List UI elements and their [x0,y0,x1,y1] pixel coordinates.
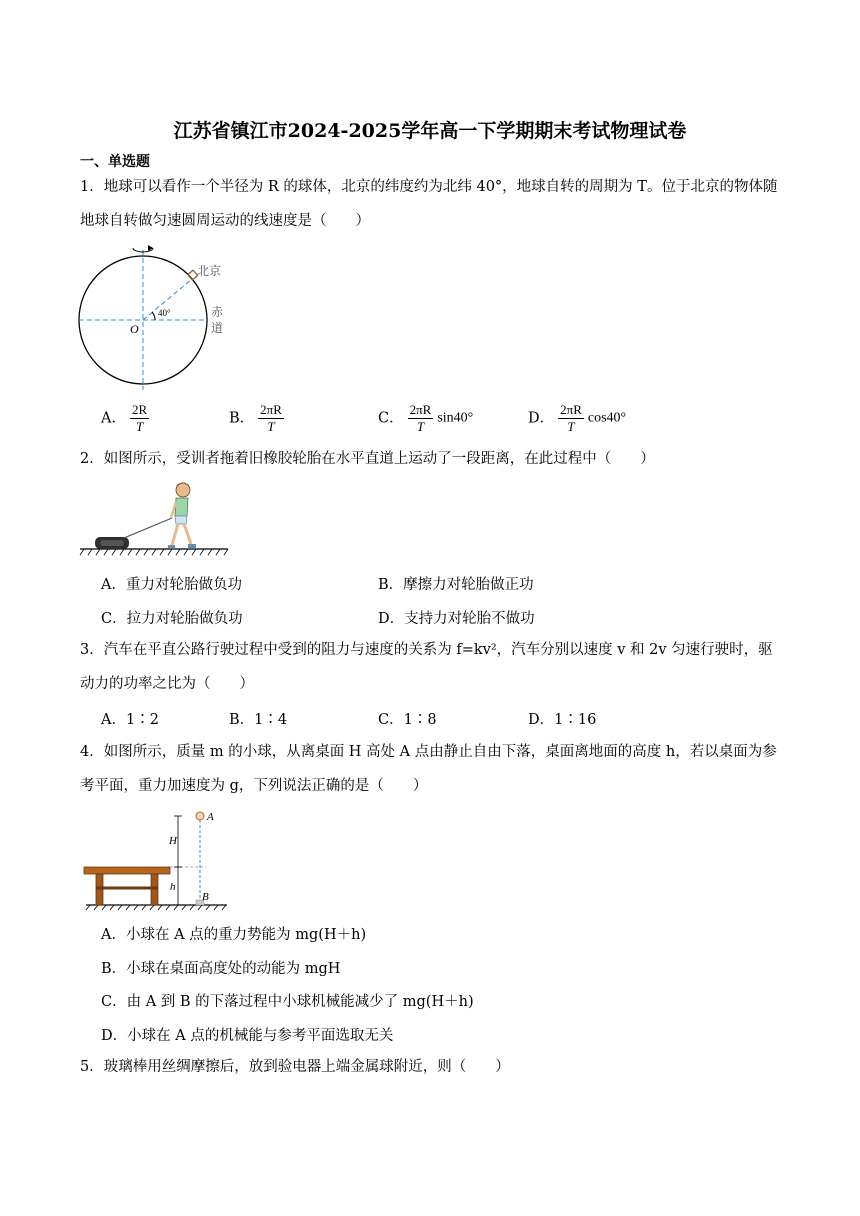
q2-option-d[interactable]: D．支持力对轮胎不做功 [378,611,535,627]
height-H-label: H [169,835,177,847]
rope [124,518,172,538]
question-5-line-1: 5．玻璃棒用丝绸摩擦后，放到验电器上端金属球附近，则（ ） [80,1059,510,1075]
q3-option-b[interactable]: B．1∶4 [229,712,288,728]
earth-latitude-figure [76,238,236,398]
q3-option-c[interactable]: C．1∶8 [378,712,437,728]
q2-option-b[interactable]: B．摩擦力对轮胎做正功 [378,577,534,593]
q4-option-b[interactable]: B．小球在桌面高度处的动能为 mgH [101,961,341,977]
equator-label-2: 道 [211,321,224,335]
q2-option-a[interactable]: A．重力对轮胎做负功 [101,577,242,593]
falling-ball-figure [82,806,232,912]
q4-option-a[interactable]: A．小球在 A 点的重力势能为 mg(H＋h) [101,927,367,943]
trainee-figure [168,483,196,549]
q4-option-d[interactable]: D．小球在 A 点的机械能与参考平面选取无关 [101,1028,394,1044]
point-b-label: B [202,891,209,903]
ground-hatching [80,549,228,555]
q3-option-a[interactable]: A．1∶2 [101,712,159,728]
q1-option-b[interactable]: B． $\frac{2\pi R}{T}$ [229,402,282,434]
floor-hatching [86,905,226,910]
q4-option-c[interactable]: C．由 A 到 B 的下落过程中小球机械能减少了 mg(H＋h) [101,994,474,1010]
exam-title: 江苏省镇江市2024-2025学年高一下学期期末考试物理试卷 [173,120,687,142]
q1-option-a[interactable]: A． $\frac{2R}{T}$ [101,402,148,434]
section-heading: 一、单选题 [80,154,150,170]
q3-option-d[interactable]: D．1∶16 [528,712,597,728]
q1-option-c[interactable]: C． $\frac{2\pi R}{T}$ sin40° [378,402,474,434]
center-label: O [130,322,139,336]
point-a-label: A [207,811,214,823]
question-4-line-2: 考平面，重力加速度为 g，下列说法正确的是（ ） [80,778,428,794]
question-2-line-1: 2．如图所示，受训者拖着旧橡胶轮胎在水平直道上运动了一段距离，在此过程中（ ） [80,451,655,467]
question-3-line-1: 3．汽车在平直公路行驶过程中受到的阻力与速度的关系为 f=kv²，汽车分别以速度 v 和 2v 匀速行驶时，驱 [80,642,773,658]
angle-label: 40° [158,308,171,318]
tire-drag-figure [78,476,234,560]
q1-option-d[interactable]: D． $\frac{2\pi R}{T}$ cos40° [528,402,627,434]
question-1-line-1: 1．地球可以看作一个半径为 R 的球体，北京的纬度约为北纬 40°，地球自转的周期为 T。位于北京的物体随 [80,179,778,195]
question-1-line-2: 地球自转做匀速圆周运动的线速度是（ ） [80,213,370,229]
beijing-label: 北京 [197,264,222,278]
q2-option-c[interactable]: C．拉力对轮胎做负功 [101,611,243,627]
ball [196,812,204,820]
question-4-line-1: 4．如图所示，质量 m 的小球，从离桌面 H 高处 A 点由静止自由下落，桌面离地面的高度 h，若以桌面为参 [80,744,777,760]
height-h-label: h [170,881,176,893]
equator-label-1: 赤 [211,305,224,319]
table-top [84,867,170,874]
question-3-line-2: 动力的功率之比为（ ） [80,676,254,692]
